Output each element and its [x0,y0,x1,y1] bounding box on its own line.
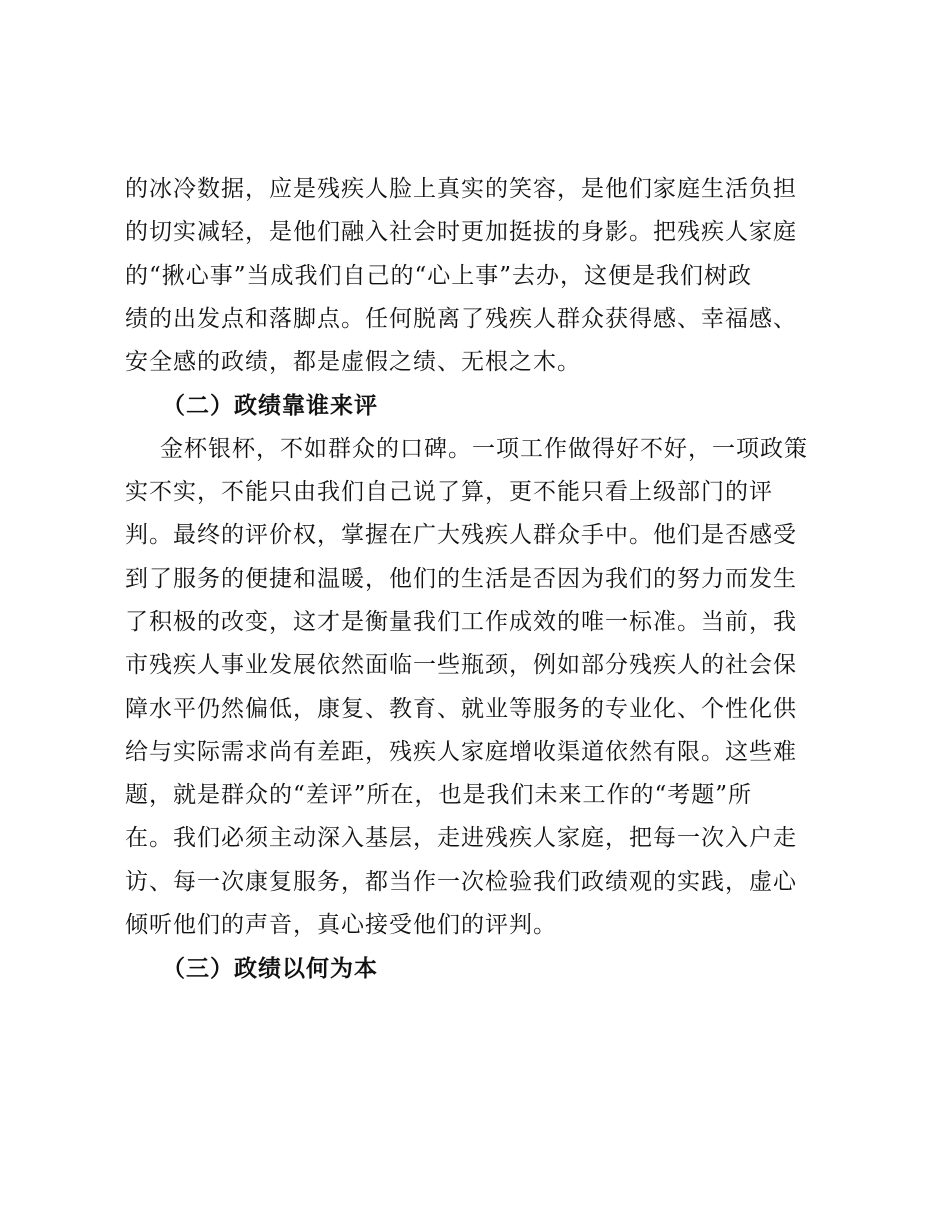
paragraph-evaluation [125,428,830,948]
text-line: 判。最终的评价权，掌握在广大残疾人群众手中。他们是否感受 [125,522,797,549]
text-line: 倾听他们的声音，真心接受他们的评判。 [125,912,557,939]
text-line: 的冰冷数据，应是残疾人脸上真实的笑容，是他们家庭生活负担 [125,176,797,202]
text-line: 题，就是群众的“差评”所在，也是我们未来工作的“考题”所 [125,782,753,809]
text-line: 金杯银杯，不如群众的口碑。一项工作做得好不好，一项政策 [160,435,808,462]
section-heading-2: （二）政绩靠谁来评 [162,392,378,420]
text-line: 障水平仍然偏低，康复、教育、就业等服务的专业化、个性化供 [125,695,797,722]
text-line: 到了服务的便捷和温暖，他们的生活是否因为我们的努力而发生 [125,565,797,592]
text-line: 的切实减轻，是他们融入社会时更加挺拔的身影。把残疾人家庭 [125,219,797,246]
document-body [125,168,830,991]
text-line: 的“揪心事”当成我们自己的“心上事”去办，这便是我们树政 [125,262,753,289]
text-line: 市残疾人事业发展依然面临一些瓶颈，例如部分残疾人的社会保 [125,652,797,679]
text-line: 访、每一次康复服务，都当作一次检验我们政绩观的实践，虚心 [125,868,797,895]
text-line: 在。我们必须主动深入基层，走进残疾人家庭，把每一次入户走 [125,825,797,852]
paragraph-continued [125,168,830,384]
text-line: 安全感的政绩，都是虚假之绩、无根之木。 [125,349,581,376]
section-heading-3: （三）政绩以何为本 [162,955,378,983]
text-line: 实不实，不能只由我们自己说了算，更不能只看上级部门的评 [125,479,773,506]
text-line: 给与实际需求尚有差距，残疾人家庭增收渠道依然有限。这些难 [125,738,797,765]
text-line: 绩的出发点和落脚点。任何脱离了残疾人群众获得感、幸福感、 [125,305,797,332]
text-line: 了积极的改变，这才是衡量我们工作成效的唯一标准。当前，我 [125,608,797,635]
